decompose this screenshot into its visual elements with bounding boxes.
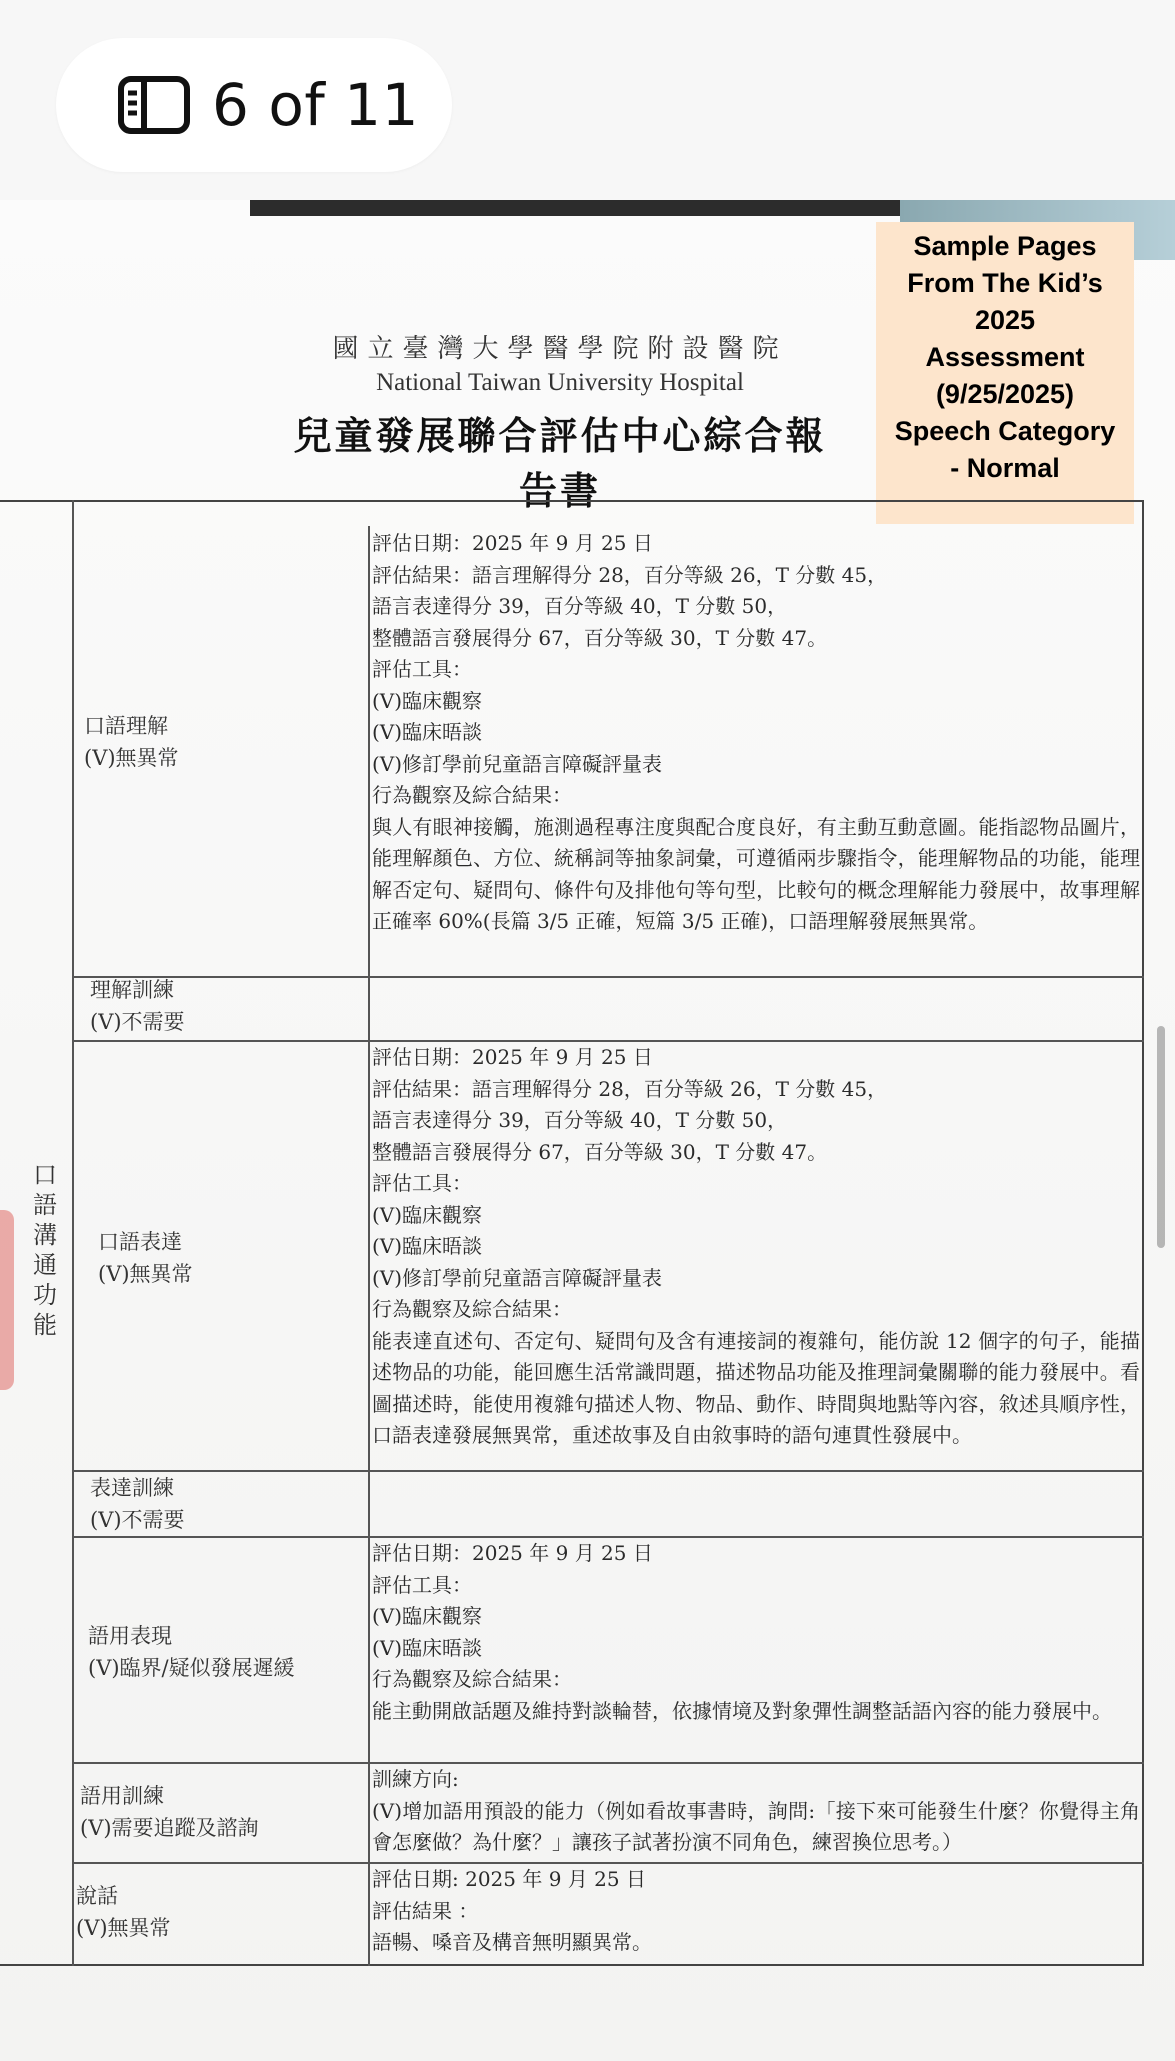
section-char: 溝 xyxy=(33,1221,57,1249)
label-line: (V)需要追蹤及諮詢 xyxy=(80,1816,259,1840)
sidebar-icon xyxy=(118,76,190,134)
table-divider xyxy=(72,1470,1144,1472)
content-line: 評估結果 ： xyxy=(372,1898,479,1923)
content-line: (V)臨床晤談 xyxy=(372,1635,483,1660)
row-label-expression xyxy=(98,1226,193,1290)
label-line: 表達訓練 xyxy=(90,1476,174,1500)
content-line: 評估日期：2025 年 9 月 25 日 xyxy=(372,1045,653,1069)
content-line: 整體語言發展得分 67，百分等級 30，T 分數 47。 xyxy=(372,625,828,650)
content-line: 評估日期: 2025 年 9 月 25 日 xyxy=(372,1867,646,1891)
row-content-expression xyxy=(372,1042,1140,1452)
note-line: Sample Pages xyxy=(913,231,1097,261)
hospital-name-zh: 國立臺灣大學醫學院附設醫院 xyxy=(332,334,788,364)
section-char: 能 xyxy=(33,1311,57,1339)
section-label-oral-communication xyxy=(28,1160,62,1340)
label-line: 語用表現 xyxy=(88,1624,172,1648)
content-line: 評估結果：語言理解得分 28，百分等級 26，T 分數 45， xyxy=(372,1076,888,1101)
label-line: 語用訓練 xyxy=(80,1784,164,1808)
row-content-pragmatics xyxy=(372,1538,1140,1727)
label-line: (V)不需要 xyxy=(90,1010,185,1034)
table-divider xyxy=(72,976,1144,978)
page-count: 6 of 11 xyxy=(212,71,419,139)
content-line: 語言表達得分 39，百分等級 40，T 分數 50， xyxy=(372,594,788,618)
label-line: 口語表達 xyxy=(98,1230,182,1254)
content-line: 行為觀察及綜合結果： xyxy=(372,1667,572,1691)
content-line: (V)修訂學前兒童語言障礙評量表 xyxy=(372,751,663,776)
content-line: (V)臨床觀察 xyxy=(372,688,483,713)
note-line: From The Kid’s xyxy=(907,268,1103,298)
note-line: - Normal xyxy=(950,453,1060,483)
content-line: 語言表達得分 39，百分等級 40，T 分數 50， xyxy=(372,1108,788,1132)
content-line: 評估日期：2025 年 9 月 25 日 xyxy=(372,1541,653,1565)
content-line: 訓練方向: xyxy=(372,1767,459,1791)
content-line: 評估日期：2025 年 9 月 25 日 xyxy=(372,531,653,555)
content-line: 評估工具： xyxy=(372,657,472,681)
label-line: (V)無異常 xyxy=(98,1262,193,1286)
note-line: (9/25/2025) xyxy=(935,379,1075,409)
row-label-pragmatics xyxy=(88,1620,295,1684)
note-line: Speech Category xyxy=(894,416,1116,446)
label-line: (V)不需要 xyxy=(90,1508,185,1532)
section-char: 通 xyxy=(33,1251,57,1279)
scrollbar-thumb[interactable] xyxy=(1157,1026,1165,1248)
row-label-pragmatics-training xyxy=(80,1780,259,1844)
label-line: (V)無異常 xyxy=(84,746,179,770)
page-indicator-pill[interactable] xyxy=(56,38,452,172)
content-line: 行為觀察及綜合結果： xyxy=(372,783,572,807)
label-line: (V)無異常 xyxy=(76,1916,171,1940)
row-content-pragmatics-training xyxy=(372,1764,1140,1859)
label-line: (V)臨界/疑似發展遲緩 xyxy=(88,1656,295,1680)
sample-pages-note xyxy=(876,222,1134,524)
report-title: 兒童發展聯合評估中心綜合報告書 xyxy=(293,413,827,513)
content-line: 評估工具： xyxy=(372,1572,472,1597)
content-paragraph: 能表達直述句、否定句、疑問句及含有連接詞的複雜句，能仿說 12 個字的句子，能描述物品的功能，能回應生活常識問題，描述物品功能及推理詞彙關聯的能力發展中。看圖描述時，能使用複雜句描述人物、物品、動作、時間與地點等內容，敘述具順序性，口語表達發展無異常，重述故事及自由敘事時的語句連貫性發展中。 xyxy=(372,1328,1140,1447)
label-line: 口語理解 xyxy=(84,714,168,738)
content-line: (V)臨床觀察 xyxy=(372,1604,483,1628)
content-line: 評估工具： xyxy=(372,1171,472,1195)
row-label-speech xyxy=(76,1880,171,1944)
content-line: (V)臨床觀察 xyxy=(372,1202,483,1227)
section-char: 語 xyxy=(33,1191,57,1219)
note-line: Assessment xyxy=(925,342,1085,372)
hospital-name-en: National Taiwan University Hospital xyxy=(376,369,744,396)
content-line: 語暢、嗓音及構音無明顯異常。 xyxy=(372,1930,652,1954)
content-line: 整體語言發展得分 67，百分等級 30，T 分數 47。 xyxy=(372,1139,828,1164)
content-line: 行為觀察及綜合結果： xyxy=(372,1297,572,1321)
row-label-expression-training xyxy=(90,1472,185,1536)
content-line: (V)臨床晤談 xyxy=(372,1234,483,1258)
label-line: 說話 xyxy=(76,1884,118,1908)
report-header xyxy=(280,328,840,515)
content-line: (V)臨床晤談 xyxy=(372,720,483,744)
note-line: 2025 xyxy=(974,305,1036,335)
label-line: 理解訓練 xyxy=(90,978,174,1002)
row-label-comprehension xyxy=(84,710,179,774)
row-content-comprehension xyxy=(372,528,1140,938)
table-divider xyxy=(368,526,370,1966)
content-line: 評估結果：語言理解得分 28，百分等級 26，T 分數 45， xyxy=(372,562,888,587)
content-paragraph: 與人有眼神接觸，施測過程專注度與配合度良好，有主動互動意圖。能指認物品圖片，能理解顏色、方位、統稱詞等抽象詞彙，可遵循兩步驟指令，能理解物品的功能，能理解否定句、疑問句、條件句及排他句等句型，比較句的概念理解能力發展中，故事理解正確率 60%(長篇 3/5 正確，短篇 3/5 正確)，口語理解發展無異常。 xyxy=(372,814,1140,933)
section-char: 功 xyxy=(33,1281,57,1309)
content-line: (V)修訂學前兒童語言障礙評量表 xyxy=(372,1265,663,1290)
row-content-speech xyxy=(372,1864,1140,1959)
content-paragraph: (V)增加語用預設的能力（例如看故事書時，詢問:「接下來可能發生什麼？你覺得主角會怎麼做？為什麼？」讓孩子試著扮演不同角色，練習換位思考。） xyxy=(372,1798,1140,1854)
section-char: 口 xyxy=(33,1161,57,1189)
table-divider xyxy=(72,500,74,1966)
row-label-comprehension-training xyxy=(90,974,185,1038)
content-paragraph: 能主動開啟話題及維持對談輪替，依據情境及對象彈性調整話語內容的能力發展中。 xyxy=(372,1698,1112,1723)
